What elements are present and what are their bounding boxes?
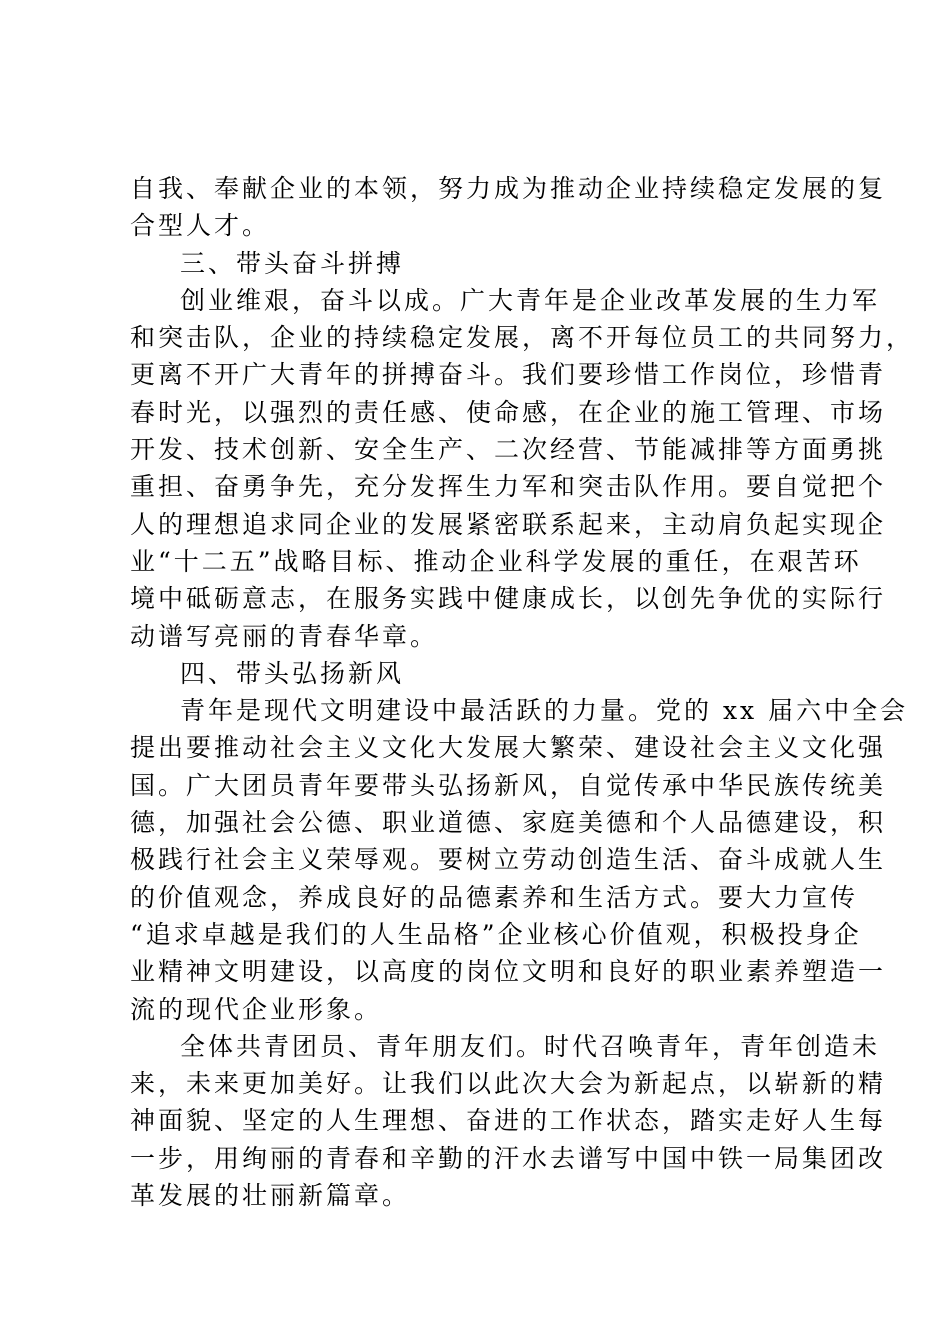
text-line: “追求卓越是我们的人生品格”企业核心价值观，积极投身企 bbox=[130, 919, 862, 949]
text-line: 更离不开广大青年的拼搏奋斗。我们要珍惜工作岗位，珍惜青 bbox=[130, 360, 887, 390]
text-line: 来，未来更加美好。让我们以此次大会为新起点，以崭新的精 bbox=[130, 1069, 887, 1099]
text-line: 革发展的壮丽新篇章。 bbox=[130, 1181, 411, 1211]
section-heading: 四、带头弘扬新风 bbox=[180, 658, 405, 688]
text-line: 德，加强社会公德、职业道德、家庭美德和个人品德建设，积 bbox=[130, 808, 887, 838]
text-line: 开发、技术创新、安全生产、二次经营、节能减排等方面勇挑 bbox=[130, 435, 887, 465]
text-line: 自我、奉献企业的本领，努力成为推动企业持续稳定发展的复 bbox=[130, 174, 887, 203]
text-line: 的价值观念，养成良好的品德素养和生活方式。要大力宣传 bbox=[130, 882, 859, 912]
text-line: 提出要推动社会主义文化大发展大繁荣、建设社会主义文化强 bbox=[130, 733, 887, 763]
text-line: 业精神文明建设，以高度的岗位文明和良好的职业素养塑造一 bbox=[130, 957, 887, 987]
text-line: 合型人才。 bbox=[130, 211, 271, 241]
text-line: 全体共青团员、青年朋友们。时代召唤青年，青年创造未 bbox=[180, 1031, 881, 1061]
text-line: 和突击队，企业的持续稳定发展，离不开每位员工的共同努力， bbox=[130, 323, 915, 353]
text-line: 创业维艰，奋斗以成。广大青年是企业改革发展的生力军 bbox=[180, 285, 881, 315]
text-line: 人的理想追求同企业的发展紧密联系起来，主动肩负起实现企 bbox=[130, 509, 887, 539]
text-line: 春时光，以强烈的责任感、使命感，在企业的施工管理、市场 bbox=[130, 397, 887, 427]
text-line: 重担、奋勇争先，充分发挥生力军和突击队作用。要自觉把个 bbox=[130, 472, 887, 502]
text-line: 极践行社会主义荣辱观。要树立劳动创造生活、奋斗成就人生 bbox=[130, 845, 887, 875]
text-line: 动谱写亮丽的青春华章。 bbox=[130, 621, 439, 651]
document-page bbox=[130, 170, 915, 1214]
text-line: 神面貌、坚定的人生理想、奋进的工作状态，踏实走好人生每 bbox=[130, 1106, 887, 1136]
text-line: 业“十二五”战略目标、推动企业科学发展的重任，在艰苦环 bbox=[130, 546, 862, 576]
text-line: 境中砥砺意志，在服务实践中健康成长，以创先争优的实际行 bbox=[130, 584, 887, 614]
text-line: 青年是现代文明建设中最活跃的力量。党的 xx 届六中全会 bbox=[180, 696, 909, 726]
text-line: 一步，用绚丽的青春和辛勤的汗水去谱写中国中铁一局集团改 bbox=[130, 1143, 887, 1173]
section-heading: 三、带头奋斗拼搏 bbox=[180, 248, 405, 278]
text-line: 国。广大团员青年要带头弘扬新风，自觉传承中华民族传统美 bbox=[130, 770, 887, 800]
text-line: 流的现代企业形象。 bbox=[130, 994, 383, 1024]
